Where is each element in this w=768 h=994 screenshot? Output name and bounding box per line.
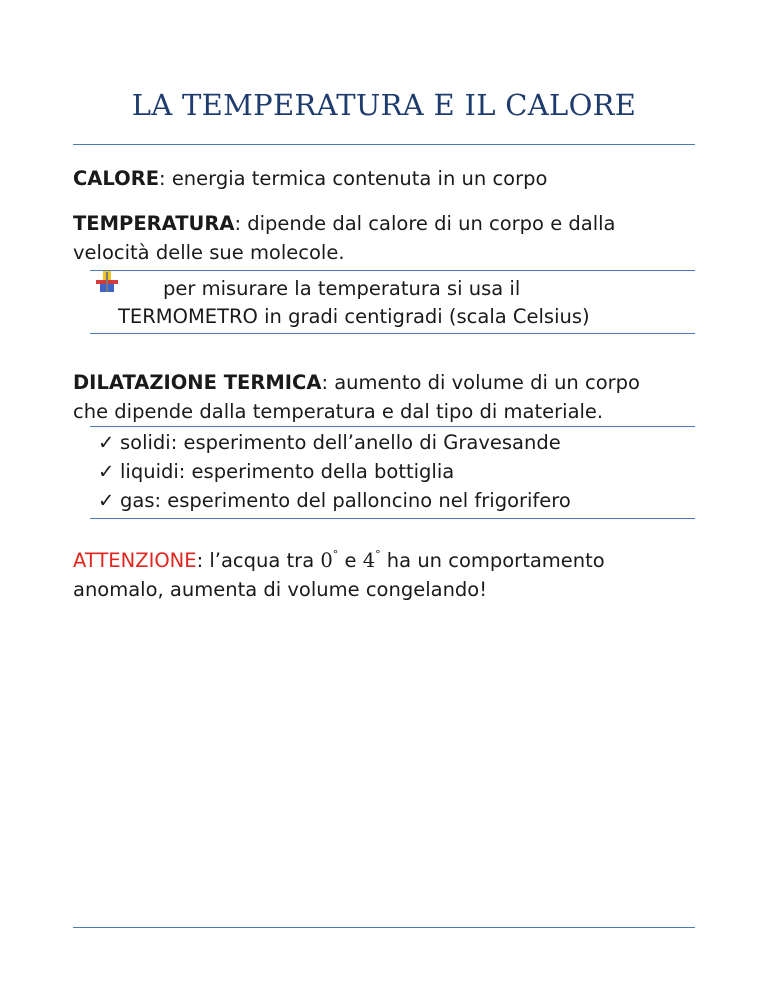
temperatura-note-line1: per misurare la temperatura si usa il <box>163 277 521 300</box>
temperatura-note-line2: TERMOMETRO in gradi centigradi (scala Celsius) <box>118 305 590 328</box>
attenzione-term: ATTENZIONE <box>73 549 197 572</box>
calore-definition: : energia termica contenuta in un corpo <box>159 167 548 190</box>
attenzione-paragraph <box>73 540 693 604</box>
footer-divider <box>73 927 695 928</box>
check-icon: ✓ <box>98 431 115 454</box>
temperature-value-4: 4 <box>362 549 376 572</box>
temperatura-note-bottom-divider <box>90 333 695 334</box>
temperatura-paragraph <box>73 209 693 267</box>
list-item <box>98 486 571 515</box>
bullet-text-solidi: solidi: esperimento dell’anello di Gravesande <box>120 431 561 454</box>
attenzione-text-part2: e <box>338 549 363 572</box>
degree-symbol: ° <box>332 548 339 561</box>
list-item <box>98 457 454 486</box>
attenzione-text-line2: anomalo, aumenta di volume congelando! <box>73 578 488 601</box>
attenzione-text-part1: : l’acqua tra <box>196 549 321 572</box>
calore-paragraph <box>73 164 693 193</box>
dilatazione-definition-line1: : aumento di volume di un corpo <box>321 371 640 394</box>
temperatura-definition-line1: : dipende dal calore di un corpo e dalla <box>234 212 616 235</box>
attenzione-text-part3: ha un comportamento <box>380 549 605 572</box>
temperature-value-0: 0 <box>320 549 333 572</box>
page-title: LA TEMPERATURA E IL CALORE <box>131 88 637 122</box>
dilatazione-term: DILATAZIONE TERMICA <box>73 371 322 394</box>
check-icon: ✓ <box>98 489 115 512</box>
check-icon: ✓ <box>98 460 115 483</box>
dilatazione-definition-line2: che dipende dalla temperatura e dal tipo di materiale. <box>73 400 604 423</box>
thermometer-icon <box>95 270 119 294</box>
dilatazione-paragraph <box>73 368 693 426</box>
bullet-text-liquidi: liquidi: esperimento della bottiglia <box>120 460 455 483</box>
title-divider <box>73 144 695 145</box>
dilatazione-list-top-divider <box>90 426 695 427</box>
bullet-text-gas: gas: esperimento del palloncino nel frigorifero <box>120 489 571 512</box>
calore-term: CALORE <box>73 167 160 190</box>
dilatazione-list-bottom-divider <box>90 518 695 519</box>
temperatura-note-top-divider <box>90 270 695 271</box>
temperatura-term: TEMPERATURA <box>73 212 235 235</box>
list-item <box>98 428 561 457</box>
degree-symbol: ° <box>375 548 381 561</box>
temperatura-definition-line2: velocità delle sue molecole. <box>73 241 345 264</box>
